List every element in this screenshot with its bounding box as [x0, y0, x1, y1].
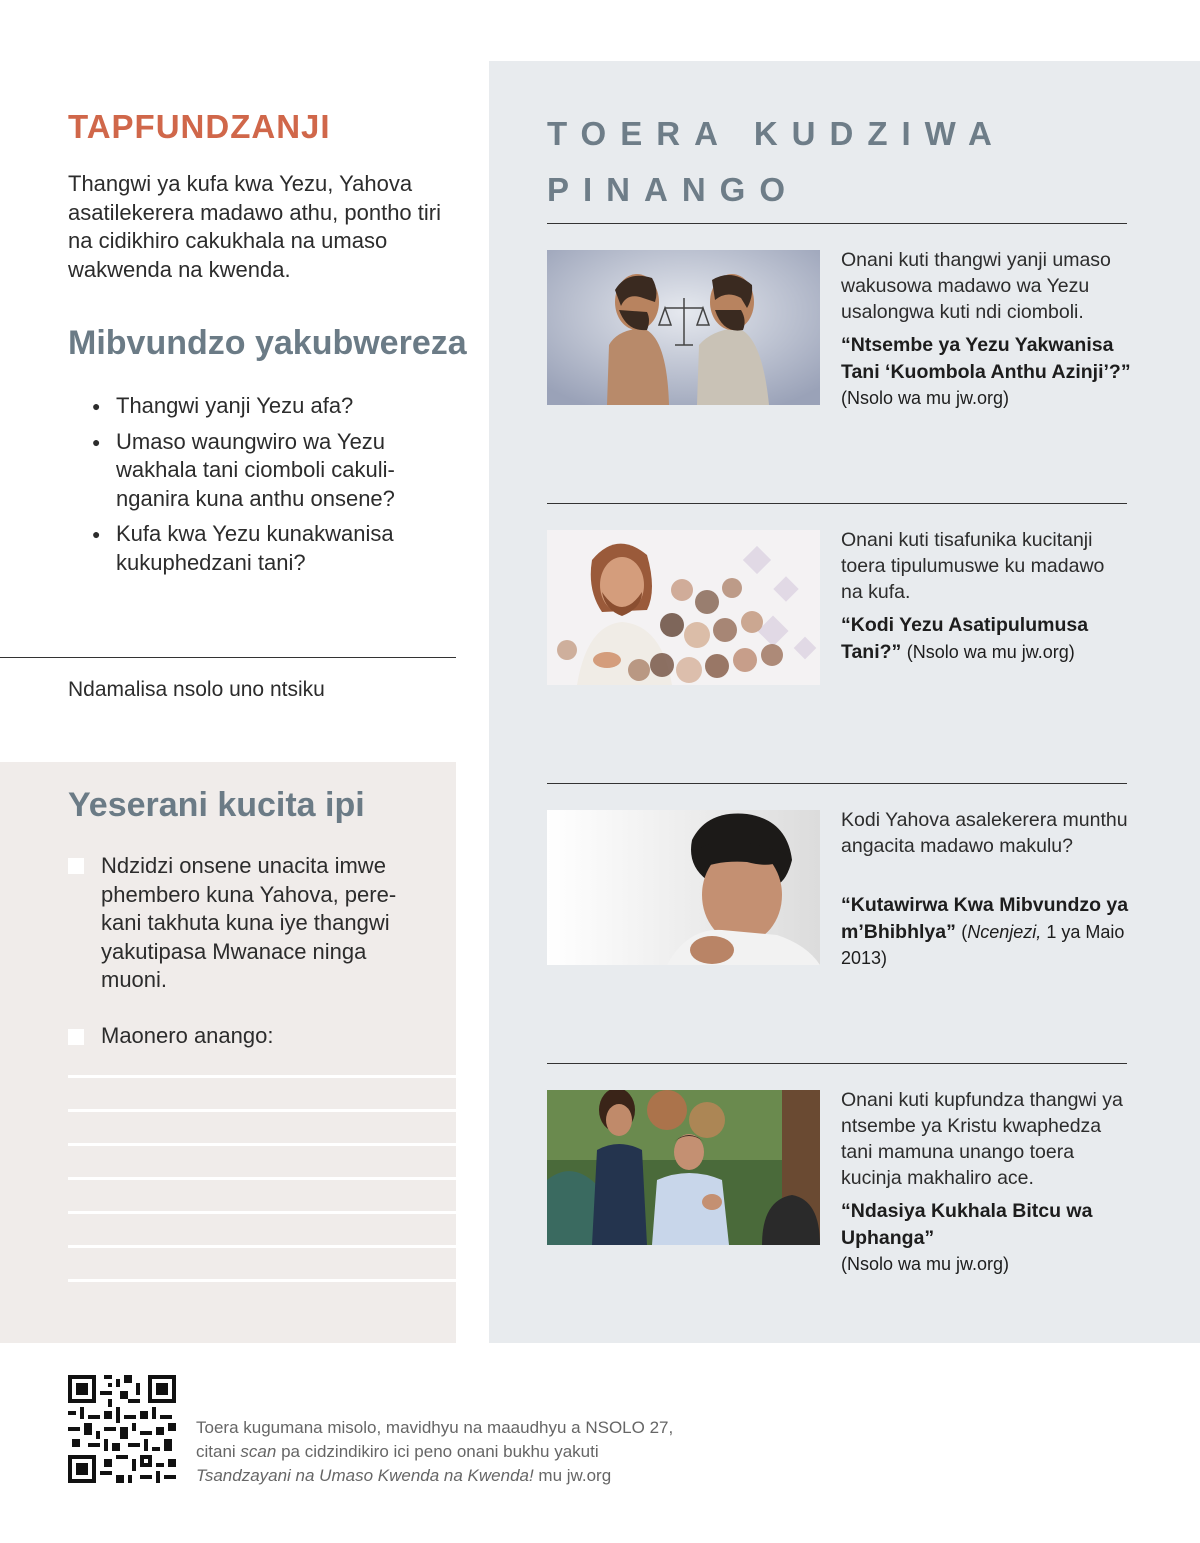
writing-line[interactable] — [68, 1211, 456, 1214]
other-goal-label: Maonero anango: — [101, 1023, 274, 1048]
divider — [547, 503, 1127, 504]
writing-line[interactable] — [68, 1245, 456, 1248]
resource-description: Onani kuti kupfundza thangwi ya ntsembe ya Kristu kwaphedza tani mamuna unango toera kucinja makhaliro ace. — [841, 1089, 1123, 1189]
goal-text: Ndzidzi onsene unacita imwe phembero kuna Yahova, perekani takhuta kuna iye thangwi yakutipasa Mwanace ninga muoni. — [101, 853, 397, 992]
summary-text: Thangwi ya kufa kwa Yezu, Yahova asatilekerera madawo athu, pontho tiri na cidikhiro cakukhala na umaso wakwenda na kwenda. — [68, 171, 441, 282]
divider — [547, 783, 1127, 784]
resource-link[interactable]: “Ndasiya Kukhala Bitcu wa Uphanga” (Nsolo wa mu jw.org) — [841, 1200, 1093, 1274]
divider — [547, 1063, 1127, 1064]
summary-heading: TAPFUNDZANJI — [68, 108, 331, 145]
writing-line[interactable] — [68, 1177, 456, 1180]
resource-link[interactable]: “Kodi Yezu Asatipulumusa Tani?” (Nsolo wa mu jw.org) — [841, 614, 1089, 663]
resource-description: Kodi Yahova asalekerera munthu angacita madawo makulu? — [841, 809, 1128, 857]
goal-checkbox[interactable] — [68, 858, 84, 874]
group-talking-image — [547, 1090, 820, 1245]
resource-description: Onani kuti thangwi yanji umaso wakusowa madawo wa Yezu usalongwa kuti ndi ciomboli. — [841, 249, 1111, 323]
other-goal-checkbox[interactable] — [68, 1029, 84, 1045]
divider — [0, 657, 456, 658]
resource-description: Onani kuti tisafunika kucitanji toera tipulumuswe ku madawo na kufa. — [841, 529, 1105, 603]
qr-code[interactable] — [68, 1375, 176, 1483]
divider — [547, 223, 1127, 224]
writing-line[interactable] — [68, 1279, 456, 1282]
list-item: ● Kufa kwa Yezu kunakwanisa kukuphedzani tani? — [92, 520, 442, 577]
two-men-scales-image — [547, 250, 820, 405]
resource-link[interactable]: “Kutawirwa Kwa Mibvundzo ya m’Bhibhlya” (Ncenjezi, 1 ya Maio 2013) — [841, 894, 1129, 968]
footer-note: Toera kugumana misolo, mavidhyu na maaudhyu a NSOLO 27, citani scan pa cidzindikiro ici peno onani bukhu yakuti Tsandzayani na Umaso Kwenda na Kwenda! mu jw.org — [196, 1418, 674, 1485]
goal-panel — [0, 762, 456, 1343]
resource-link[interactable]: “Ntsembe ya Yezu Yakwanisa Tani ‘Kuombola Anthu Azinji’?” (Nsolo wa mu jw.org) — [841, 334, 1131, 408]
writing-line[interactable] — [68, 1075, 456, 1078]
review-heading: Mibvundzo yakubwereza — [68, 324, 467, 362]
review-questions — [92, 392, 442, 584]
writing-line[interactable] — [68, 1109, 456, 1112]
goal-heading: Yeserani kucita ipi — [68, 786, 365, 824]
man-praying-image — [547, 810, 820, 965]
finish-date-label: Ndamalisa nsolo uno ntsiku — [68, 678, 325, 701]
further-reading-heading: TOERA KUDZIWA PINANGO — [547, 115, 1006, 208]
jesus-crowd-image — [547, 530, 820, 685]
writing-line[interactable] — [68, 1143, 456, 1146]
list-item: ● Umaso waungwiro wa Yezu wakhala tani ciomboli cakulinganira kuna anthu onsene? — [92, 428, 442, 514]
list-item: ● Thangwi yanji Yezu afa? — [92, 392, 442, 421]
